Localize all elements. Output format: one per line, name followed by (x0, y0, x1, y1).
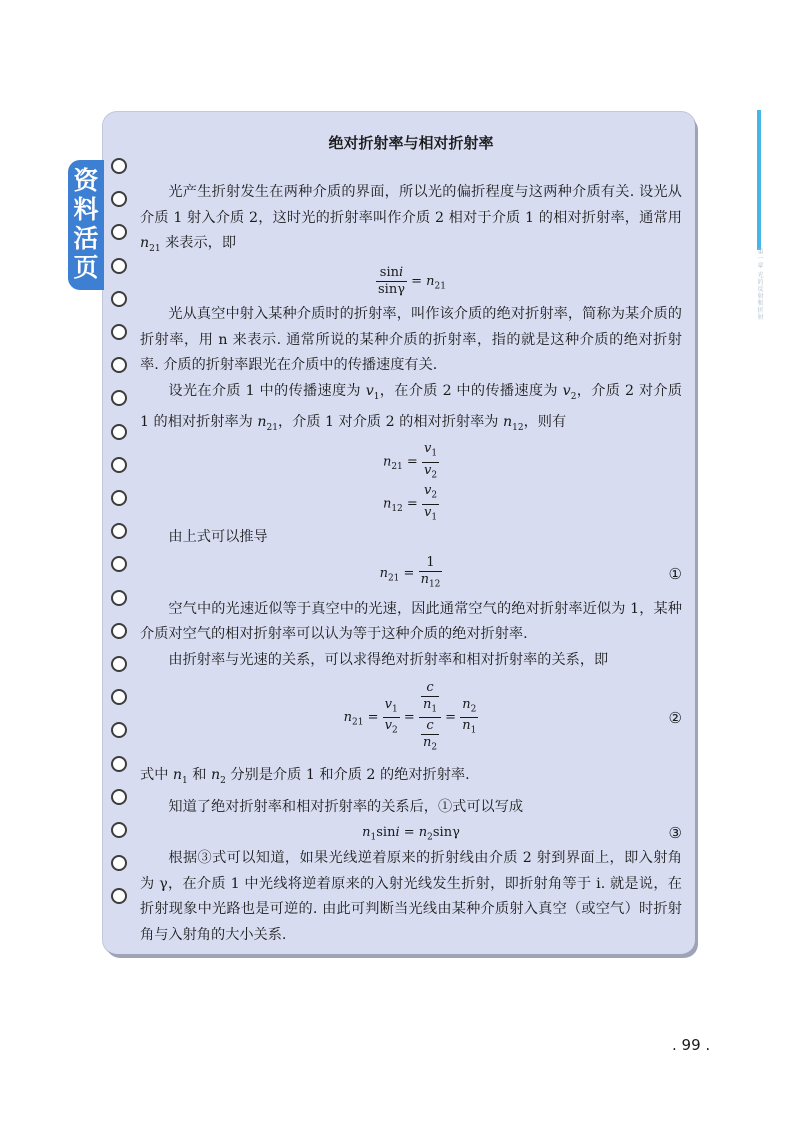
binder-ring (111, 656, 127, 672)
binder-ring (111, 756, 127, 772)
binder-ring (111, 590, 127, 606)
paragraph-1: 光产生折射发生在两种介质的界面，所以光的偏折程度与这两种介质有关. 设光从介质 1 射入介质 2，这时光的折射率叫作介质 2 相对于介质 1 的相对折射率，通常用 $n_{21}$ 来表示，即 (140, 184, 682, 254)
binder-ring (111, 424, 127, 440)
binder-ring (111, 457, 127, 473)
binder-ring (111, 623, 127, 639)
binder-ring (111, 789, 127, 805)
equation-1: $n_{21}$ = $\frac{1}{n_{12}}$ ① (140, 551, 682, 597)
paragraph-7: 式中 $n_1$ 和 $n_2$ 分别是介质 1 和介质 2 的绝对折射率. (140, 767, 470, 787)
paragraph-5: 空气中的光速近似等于真空中的光速，因此通常空气的绝对折射率近似为 1，某种介质对空气的相对折射率可以认为等于这种介质的绝对折射率. (140, 600, 682, 643)
article (140, 130, 682, 948)
article-title: 绝对折射率与相对折射率 (328, 134, 494, 152)
paragraph-9: 根据③式可以知道，如果光线逆着原来的折射线由介质 2 射到界面上，即入射角为 γ，在介质 1 中光线将逆着原来的入射光线发生折射，即折射角等于 i. 就是说，在折射现象中光路也是可逆的. 由此可判断当光线由某种介质射入真空（或空气）时折射角与入射角的大小关系. (140, 850, 682, 943)
margin-color-bar (757, 110, 761, 250)
binder-ring (111, 158, 127, 174)
binder-ring (111, 490, 127, 506)
equation-number-3: ③ (668, 824, 682, 843)
equation-3: $n_1\sin i = n_2\sin\gamma$ ③ (140, 820, 682, 846)
paragraph-6: 由折射率与光速的关系，可以求得绝对折射率和相对折射率的关系，即 (168, 651, 609, 668)
binder-ring (111, 324, 127, 340)
binder-ring (111, 258, 127, 274)
paragraph-3: 设光在介质 1 中的传播速度为 $v_1$，在介质 2 中的传播速度为 $v_2$，介质 2 对介质 1 的相对折射率为 $n_{21}$，介质 1 对介质 2 的相对折射率为 $n_{12}$，则有 (140, 382, 683, 433)
section-tab-label: 资料活页 (73, 166, 99, 282)
equation-number-1: ① (668, 564, 682, 583)
binder-ring (111, 822, 127, 838)
margin-chapter-label: 第一章 光的反射和折射 (756, 248, 763, 321)
equation-snell-ratio: $\frac{\sin i}{\sin\gamma}$ = $n_{21}$ (378, 265, 446, 298)
paragraph-8: 知道了绝对折射率和相对折射率的关系后，①式可以写成 (168, 798, 524, 815)
equation-n12-velocity: $n_{12}$ = $\frac{v_2}{v_1}$ (382, 483, 438, 523)
equation-2: $n_{21}$ = $\frac{v_1}{v_2}$ = $\frac{\frac{c}{n_1}}{\frac{c}{n_2}}$ = $\frac{n_2}{n_1}$ ② (140, 673, 682, 763)
paragraph-4: 由上式可以推导 (168, 529, 268, 546)
equation-number-2: ② (668, 709, 682, 728)
paragraph-2: 光从真空中射入某种介质时的折射率，叫作该介质的绝对折射率，简称为某介质的折射率，用 n 来表示. 通常所说的某种介质的折射率，指的就是这种介质的绝对折射率. 介质的折射率跟光在介质中的传播速度有关. (140, 306, 682, 374)
equation-n21-velocity: $n_{21}$ = $\frac{v_1}{v_2}$ (382, 441, 438, 481)
page-number: . 99 . (672, 1036, 711, 1054)
binder-ring (111, 291, 127, 307)
